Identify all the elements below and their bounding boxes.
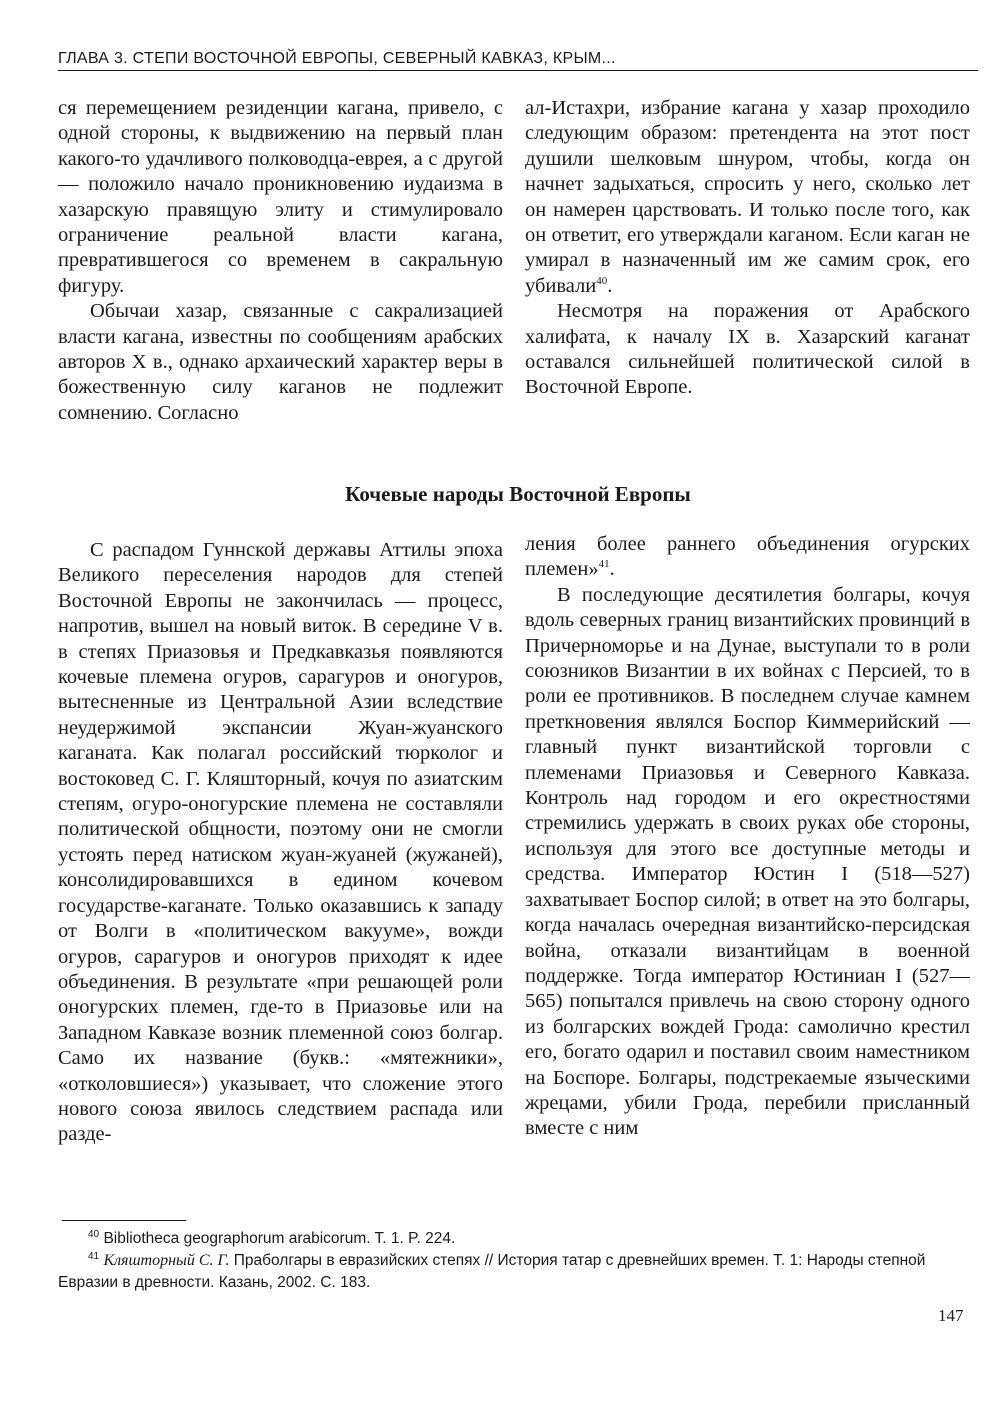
footnote-ref[interactable]: 41 xyxy=(598,558,610,571)
footnote-text: Праболгары в евразийских степях // История татар с древнейших времен. Т. 1: Народы степной Евразии в древности. Казань, 2002. С. 183. xyxy=(58,1252,926,1291)
column-bottom-right xyxy=(525,532,970,1142)
column-top-left xyxy=(58,96,503,426)
section-title: Кочевые народы Восточной Европы xyxy=(345,482,691,506)
running-head: ГЛАВА 3. СТЕПИ ВОСТОЧНОЙ ЕВРОПЫ, СЕВЕРНЫЙ КАВКАЗ, КРЫМ... xyxy=(58,50,616,67)
footnotes xyxy=(58,1228,978,1294)
footnote-40 xyxy=(58,1228,978,1250)
footnote-ref[interactable]: 40 xyxy=(596,275,608,288)
paragraph xyxy=(525,532,970,583)
header-rule xyxy=(58,70,978,71)
footnote-number: 40 xyxy=(88,1228,100,1240)
paragraph: В последующие десятилетия болгары, кочуя вдоль северных границ византийских провинций в Причерноморье и на Дунае, выступали то в роли союзников Византии в их войнах с Персией, то в роли ее противников. В последнем случае камнем преткновения являлся Боспор Киммерийский — главный пункт византийской торговли с племенами Приазовья и Северного Кавказа. Контроль над городом и его окрестностями стремились удержать в своих руках обе стороны, используя для этого все доступные методы и средства. Император Юстин I (518—527) захватывает Боспор силой; в ответ на это болгары, когда началась очередная византийско-персидская война, отказали византийцам в военной поддержке. Тогда император Юстиниан I (527—565) попытался привлечь на свою сторону одного из болгарских вождей Грода: самолично крестил его, богато одарил и поставил своим наместником на Боспоре. Болгары, подстрекаемые языческими жрецами, убили Грода, перебили присланный вместе с ним xyxy=(525,583,970,1140)
paragraph: С распадом Гуннской державы Аттилы эпоха Великого переселения народов для степей Восточной Европы не закончилась — процесс, напротив, вышел на новый виток. В середине V в. в степях Приазовья и Предкавказья появляются кочевые племена огуров, сарагуров и оногуров, вытесненные из Центральной Азии вследствие неудержимой экспансии Жуан-жуанского каганата. Как полагал российский тюрколог и востоковед С. Г. Кляшторный, кочуя по азиатским степям, огуро-оногурские племена не составляли политической общности, поэтому они не смогли устоять перед натиском жуан-жуаней (жужаней), консолидировавшихся в едином кочевом государстве-каганате. Только оказавшись к западу от Волги в «политическом вакууме», вожди огуров, сарагуров и оногуров приходят к идее объединения. В результате «при решающей роли оногурских племен, где-то в Приазовье или на Западном Кавказе возник племенной союз болгар. Само их название (букв.: «мятежники», «отколовшиеся») указывает, что сложение этого нового союза явилось следствием распада или разде- xyxy=(58,539,503,1146)
column-top-right xyxy=(525,96,970,401)
paragraph-text: ления более раннего объединения огурских племен» xyxy=(525,533,970,581)
paragraph: Обычаи хазар, связанные с сакрализацией власти кагана, известны по сообщениям арабских авторов X в., однако архаический характер веры в божественную силу каганов не подлежит сомнению. Согласно xyxy=(58,300,503,424)
paragraph-text-end: . xyxy=(607,274,613,297)
footnote-41 xyxy=(58,1250,978,1294)
paragraph: Несмотря на поражения от Арабского халифата, к началу IX в. Хазарский каганат оставался сильнейшей политической силой в Восточной Европе. xyxy=(525,300,970,399)
paragraph xyxy=(525,96,970,299)
footnote-rule xyxy=(62,1220,186,1221)
footnote-number: 41 xyxy=(88,1250,100,1262)
column-bottom-left xyxy=(58,538,503,1148)
paragraph: ся перемещением резиденции кагана, привело, с одной стороны, к выдвижению на первый план какого-то удачливого полководца-еврея, а с другой — положило начало проникновению иудаизма в хазарскую правящую элиту и стимулировало ограничение реальной власти кагана, превратившегося со временем в сакральную фигуру. xyxy=(58,97,503,297)
footnote-author: Кляшторный С. Г. xyxy=(103,1252,230,1269)
page-number: 147 xyxy=(938,1306,964,1325)
footnote-text: Bibliotheca geographorum arabicorum. T. 1. P. 224. xyxy=(103,1230,456,1247)
paragraph-text: ал-Истахри, избрание кагана у хазар проходило следующим образом: претендента на этот пост душили шелковым шнуром, чтобы, когда он начнет задыхаться, спросить у него, сколько лет он намерен царствовать. И только после того, как он ответит, его утверждали каганом. Если каган не умирал в назначенный им же самим срок, его убивали xyxy=(525,97,970,297)
paragraph-text-end: . xyxy=(609,558,615,581)
